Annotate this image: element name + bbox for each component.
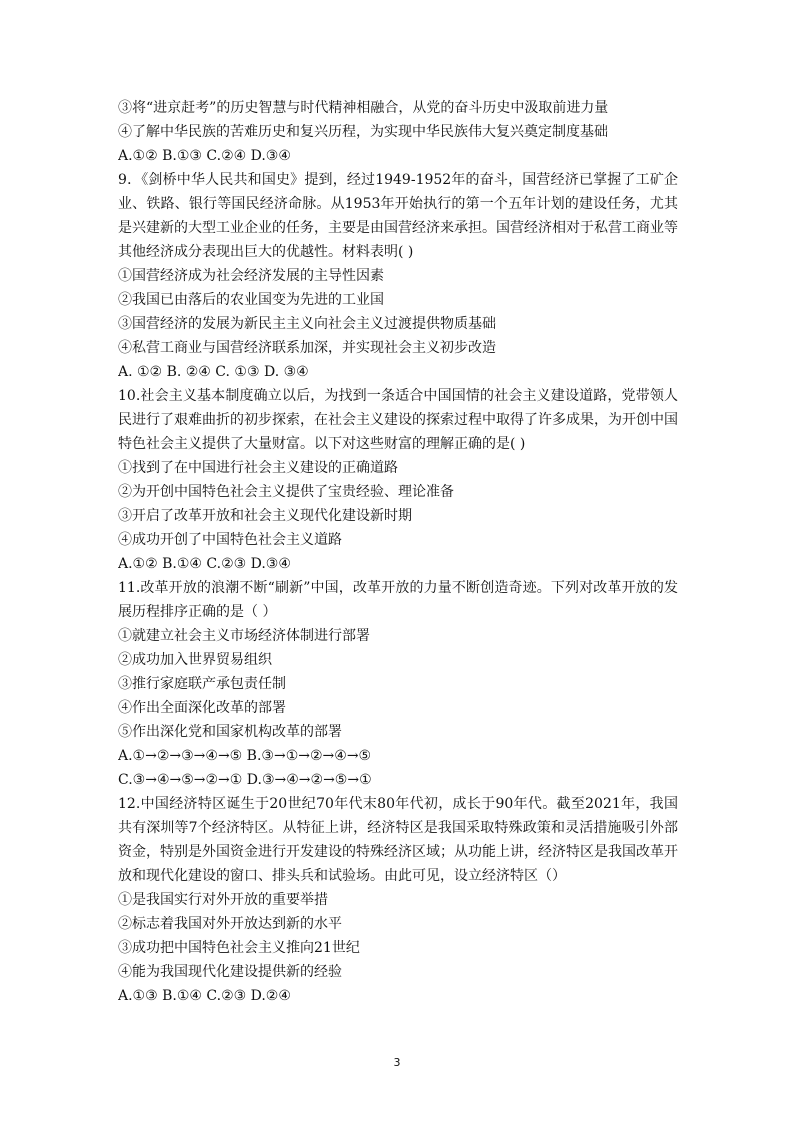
answer-choices: A.①③ B.①④ C.②③ D.②④ — [118, 988, 291, 1004]
option-line: ③国营经济的发展为新民主主义向社会主义过渡提供物质基础 — [118, 316, 496, 332]
option-line: ①找到了在中国进行社会主义建设的正确道路 — [118, 460, 398, 476]
answer-choices: A.①② B.①③ C.②④ D.③④ — [118, 148, 291, 164]
question-12-stem: 12.中国经济特区诞生于20世纪70年代末80年代初，成长于90年代。截至2021年，我国共有深圳等7个经济特区。从特征上讲，经济特区是我国采取特殊政策和灵活措施吸引外部资金，特别是外国资金进行开发建设的特殊经济区域；从功能上讲，经济特区是我国改革开放和现代化建设的窗口、排头兵和试验场。由此可见，设立经济特区（） — [118, 796, 678, 884]
option-line: ④能为我国现代化建设提供新的经验 — [118, 964, 342, 980]
option-line: ①就建立社会主义市场经济体制进行部署 — [118, 628, 370, 644]
question-9-stem: 9．《剑桥中华人民共和国史》提到，经过1949-1952年的奋斗，国营经济已掌握了工矿企业、铁路、银行等国民经济命脉。从1953年开始执行的第一个五年计划的建设任务，尤其是兴建新的大型工业企业的任务，主要是由国营经济来承担。国营经济相对于私营工商业等其他经济成分表现出巨大的优越性。材料表明( ) — [118, 172, 678, 260]
page-number: 3 — [393, 1056, 401, 1069]
option-line: ②我国已由落后的农业国变为先进的工业国 — [118, 292, 384, 308]
option-line: ③推行家庭联产承包责任制 — [118, 676, 286, 692]
option-line: ④成功开创了中国特色社会主义道路 — [118, 532, 342, 548]
answer-choices: C.③→④→⑤→②→① D.③→④→②→⑤→① — [118, 772, 372, 788]
page-content — [118, 96, 678, 1008]
option-line: ④作出全面深化改革的部署 — [118, 700, 286, 716]
answer-choices: A.①→②→③→④→⑤ B.③→①→②→④→⑤ — [118, 748, 372, 764]
option-line: ④了解中华民族的苦难历史和复兴历程，为实现中华民族伟大复兴奠定制度基础 — [118, 124, 608, 140]
option-line: ③成功把中国特色社会主义推向21世纪 — [118, 940, 360, 956]
option-line: ②为开创中国特色社会主义提供了宝贵经验、理论准备 — [118, 484, 454, 500]
answer-choices: A. ①② B. ②④ C. ①③ D. ③④ — [118, 364, 309, 380]
option-line: ②标志着我国对外开放达到新的水平 — [118, 916, 342, 932]
option-line: ②成功加入世界贸易组织 — [118, 652, 272, 668]
option-line: ①是我国实行对外开放的重要举措 — [118, 892, 328, 908]
question-11-stem: 11.改革开放的浪潮不断“刷新”中国，改革开放的力量不断创造奇迹。下列对改革开放的发展历程排序正确的是（ ） — [118, 580, 678, 620]
option-line: ④私营工商业与国营经济联系加深，并实现社会主义初步改造 — [118, 340, 496, 356]
question-10-stem: 10.社会主义基本制度确立以后，为找到一条适合中国国情的社会主义建设道路，党带领人民进行了艰难曲折的初步探索，在社会主义建设的探索过程中取得了许多成果，为开创中国特色社会主义提供了大量财富。以下对这些财富的理解正确的是( ) — [118, 388, 678, 452]
answer-choices: A.①② B.①④ C.②③ D.③④ — [118, 556, 291, 572]
option-line: ③将“进京赶考”的历史智慧与时代精神相融合，从党的奋斗历史中汲取前进力量 — [118, 100, 609, 116]
option-line: ③开启了改革开放和社会主义现代化建设新时期 — [118, 508, 412, 524]
option-line: ⑤作出深化党和国家机构改革的部署 — [118, 724, 342, 740]
option-line: ①国营经济成为社会经济发展的主导性因素 — [118, 268, 384, 284]
